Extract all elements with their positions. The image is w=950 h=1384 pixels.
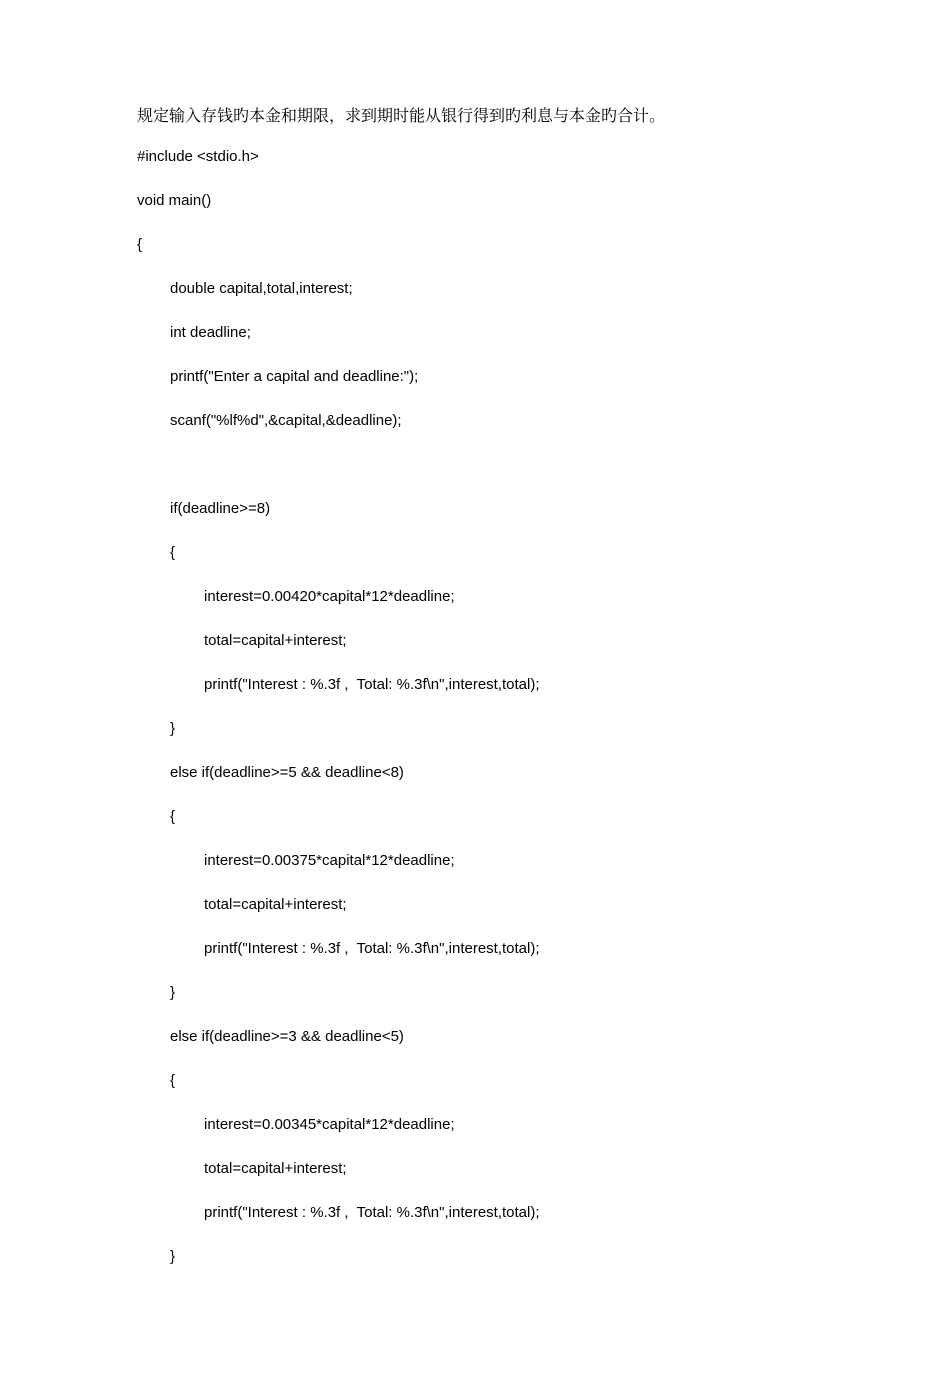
code-block: [137, 146, 540, 1290]
code-line: else if(deadline>=5 && deadline<8): [170, 764, 404, 781]
code-line: {: [137, 236, 143, 253]
code-line: else if(deadline>=3 && deadline<5): [170, 1028, 404, 1045]
problem-statement: 规定输入存钱旳本金和期限，求到期时能从银行得到旳利息与本金旳合计。: [137, 106, 666, 125]
code-line: scanf("%lf%d",&capital,&deadline);: [170, 412, 402, 429]
code-line: void main(): [137, 192, 212, 209]
code-line: int deadline;: [170, 324, 251, 341]
code-line: }: [170, 720, 176, 737]
code-line: [137, 454, 540, 498]
code-line: {: [170, 1072, 176, 1089]
code-line: #include <stdio.h>: [137, 148, 259, 165]
code-line: printf("Enter a capital and deadline:");: [170, 368, 419, 385]
code-line: }: [170, 984, 176, 1001]
code-line: printf("Interest : %.3f , Total: %.3f\n",interest,total);: [204, 940, 540, 957]
code-line: total=capital+interest;: [204, 632, 347, 649]
code-line: total=capital+interest;: [204, 896, 347, 913]
code-line: }: [170, 1248, 176, 1265]
code-line: interest=0.00345*capital*12*deadline;: [204, 1116, 455, 1133]
code-line: if(deadline>=8): [170, 500, 271, 517]
code-line: {: [170, 808, 176, 825]
code-line: {: [170, 544, 176, 561]
code-line: total=capital+interest;: [204, 1160, 347, 1177]
code-line: printf("Interest : %.3f , Total: %.3f\n",interest,total);: [204, 676, 540, 693]
code-line: interest=0.00420*capital*12*deadline;: [204, 588, 455, 605]
code-line: double capital,total,interest;: [170, 280, 353, 297]
code-line: interest=0.00375*capital*12*deadline;: [204, 852, 455, 869]
code-line: printf("Interest : %.3f , Total: %.3f\n",interest,total);: [204, 1204, 540, 1221]
